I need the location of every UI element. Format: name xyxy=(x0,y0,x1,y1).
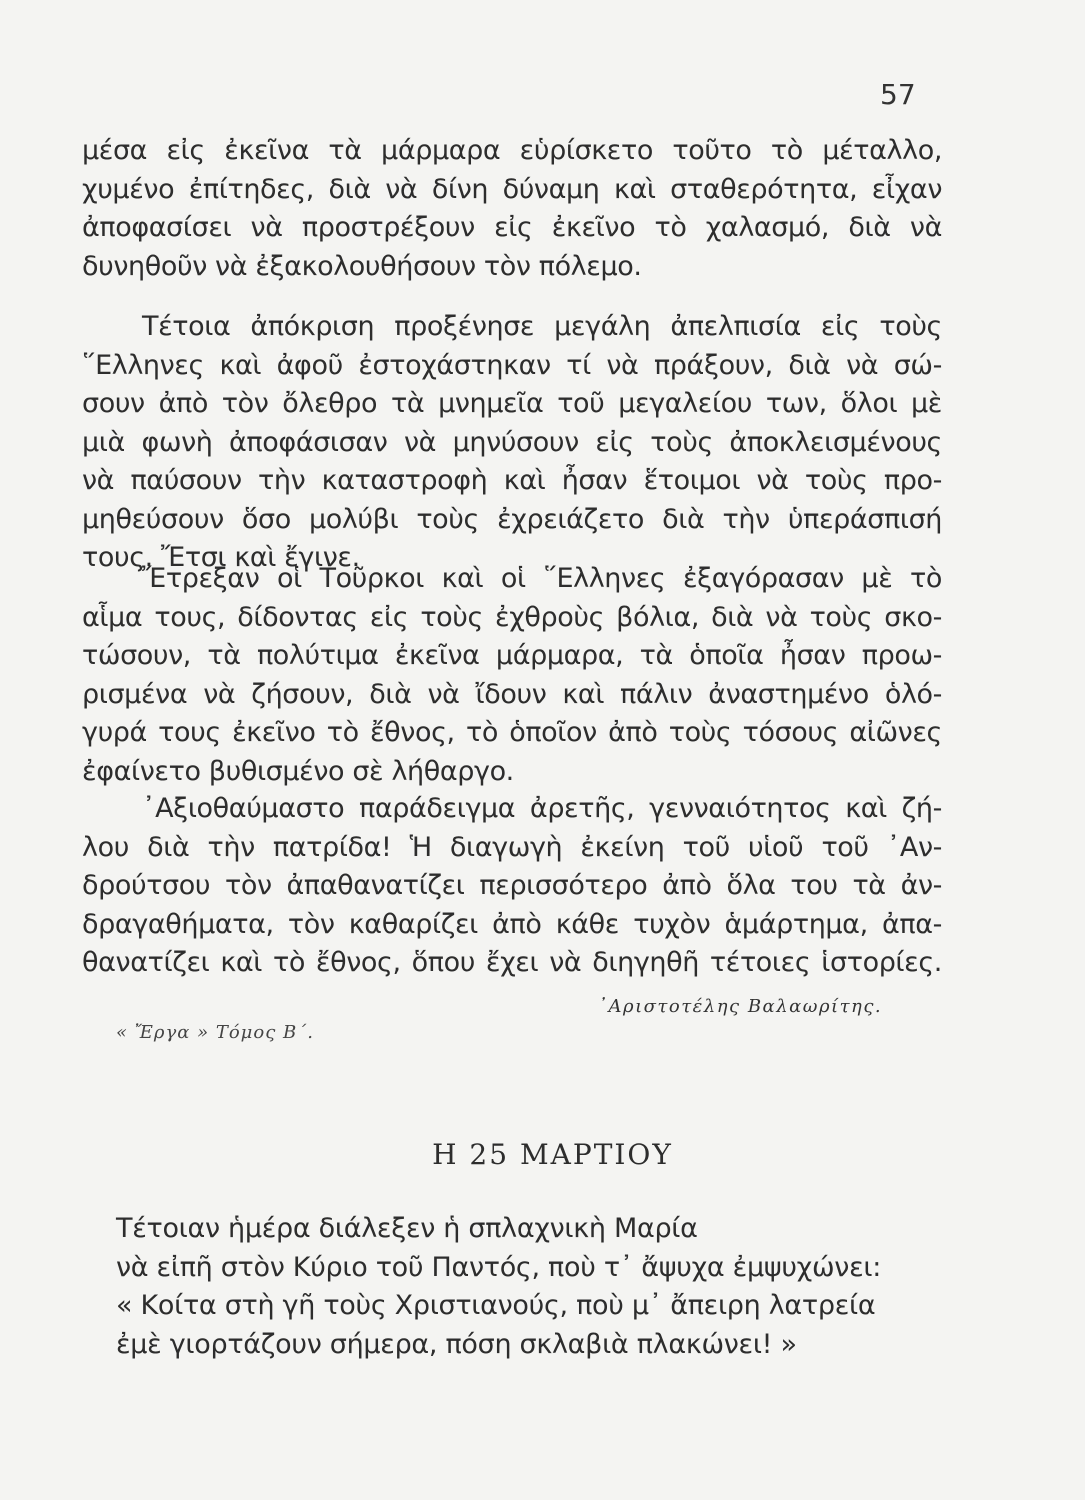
text-line: δραγαθήματα, τὸν καθαρίζει ἀπὸ κάθε τυχὸν ἁμάρτημα, ἀπα- xyxy=(82,908,942,940)
poem-line: « Κοίτα στὴ γῆ τοὺς Χριστιανούς, ποὺ μ᾿ ἄπειρη λατρεία xyxy=(116,1290,876,1321)
text-line: δρούτσου τὸν ἀπαθανατίζει περισσότερο ἀπὸ ὅλα του τὰ ἀν- xyxy=(82,870,942,901)
text-line: αἷμα τους, δίδοντας εἰς τοὺς ἐχθροὺς βόλια, διὰ νὰ τοὺς σκο- xyxy=(82,601,942,633)
text-line: θανατίζει καὶ τὸ ἔθνος, ὅπου ἔχει νὰ διηγηθῆ τέτοιες ἱστορίες. xyxy=(82,947,942,978)
paragraph-1 xyxy=(82,132,942,286)
page-number: 57 xyxy=(880,78,916,111)
poem-line: νὰ εἰπῆ στὸν Κύριο τοῦ Παντός, ποὺ τ᾿ ἄψυχα ἐμψυχώνει: xyxy=(116,1251,881,1283)
text-line: Ἔτρεξαν οἱ Τοῦρκοι καὶ οἱ ῞Ελληνες ἐξαγόρασαν μὲ τὸ xyxy=(142,563,942,594)
text-line: ῞Ελληνες καὶ ἀφοῦ ἐστοχάστηκαν τί νὰ πράξουν, διὰ νὰ σώ- xyxy=(82,349,942,381)
text-line: λου διὰ τὴν πατρίδα! Ἡ διαγωγὴ ἐκείνη τοῦ υἱοῦ τοῦ ᾿Αν- xyxy=(82,831,942,863)
poem-line: ἐμὲ γιορτάζουν σήμερα, πόση σκλαβιὰ πλακώνει! » xyxy=(116,1328,797,1360)
text-line: τώσουν, τὰ πολύτιμα ἐκεῖνα μάρμαρα, τὰ ὁποῖα ἦσαν προω- xyxy=(82,640,942,671)
poem xyxy=(116,1210,881,1364)
text-line: μηθεύσουν ὅσο μολύβι τοὺς ἐχρειάζετο διὰ τὴν ὑπεράσπισή xyxy=(82,503,942,535)
source-citation: « Ἔργα » Τόμος Β΄. xyxy=(116,1022,314,1043)
text-line: σουν ἀπὸ τὸν ὄλεθρο τὰ μνημεῖα τοῦ μεγαλείου των, ὅλοι μὲ xyxy=(82,388,942,419)
poem-line: Τέτοιαν ἡμέρα διάλεξεν ἡ σπλαχνικὴ Μαρία xyxy=(116,1213,698,1244)
text-line: ἀποφασίσει νὰ προστρέξουν εἰς ἐκεῖνο τὸ χαλασμό, διὰ νὰ xyxy=(82,212,942,243)
text-line: ἐφαίνετο βυθισμένο σὲ λήθαργο. xyxy=(82,755,514,787)
text-line: ᾿Αξιοθαύμαστο παράδειγμα ἀρετῆς, γενναιότητος καὶ ζή- xyxy=(142,793,942,824)
text-line: μιὰ φωνὴ ἀποφάσισαν νὰ μηνύσουν εἰς τοὺς ἀποκλεισμένους xyxy=(82,426,942,458)
paragraph-4 xyxy=(82,790,942,983)
text-line: Τέτοια ἀπόκριση προξένησε μεγάλη ἀπελπισία εἰς τοὺς xyxy=(142,311,942,342)
text-line: ρισμένα νὰ ζήσουν, διὰ νὰ ἴδουν καὶ πάλιν ἀναστημένο ὁλό- xyxy=(82,678,942,710)
text-line: δυνηθοῦν νὰ ἐξακολουθήσουν τὸν πόλεμο. xyxy=(82,250,642,282)
section-title: Η 25 ΜΑΡΤΙΟΥ xyxy=(432,1138,673,1171)
text-line: γυρά τους ἐκεῖνο τὸ ἔθνος, τὸ ὁποῖον ἀπὸ τοὺς τόσους αἰῶνες xyxy=(82,717,942,748)
author-signature: ᾿Αριστοτέλης Βαλαωρίτης. xyxy=(598,996,883,1017)
text-line: χυμένο ἐπίτηδες, διὰ νὰ δίνη δύναμη καὶ σταθερότητα, εἶχαν xyxy=(82,173,942,205)
text-line: τους. Ἔτσι καὶ ἔγινε. xyxy=(82,542,360,573)
text-line: νὰ παύσουν τὴν καταστροφὴ καὶ ἦσαν ἕτοιμοι νὰ τοὺς προ- xyxy=(82,465,942,496)
paragraph-3 xyxy=(82,560,942,791)
paragraph-2 xyxy=(82,308,942,578)
text-line: μέσα εἰς ἐκεῖνα τὰ μάρμαρα εὑρίσκετο τοῦτο τὸ μέταλλο, xyxy=(82,135,942,166)
